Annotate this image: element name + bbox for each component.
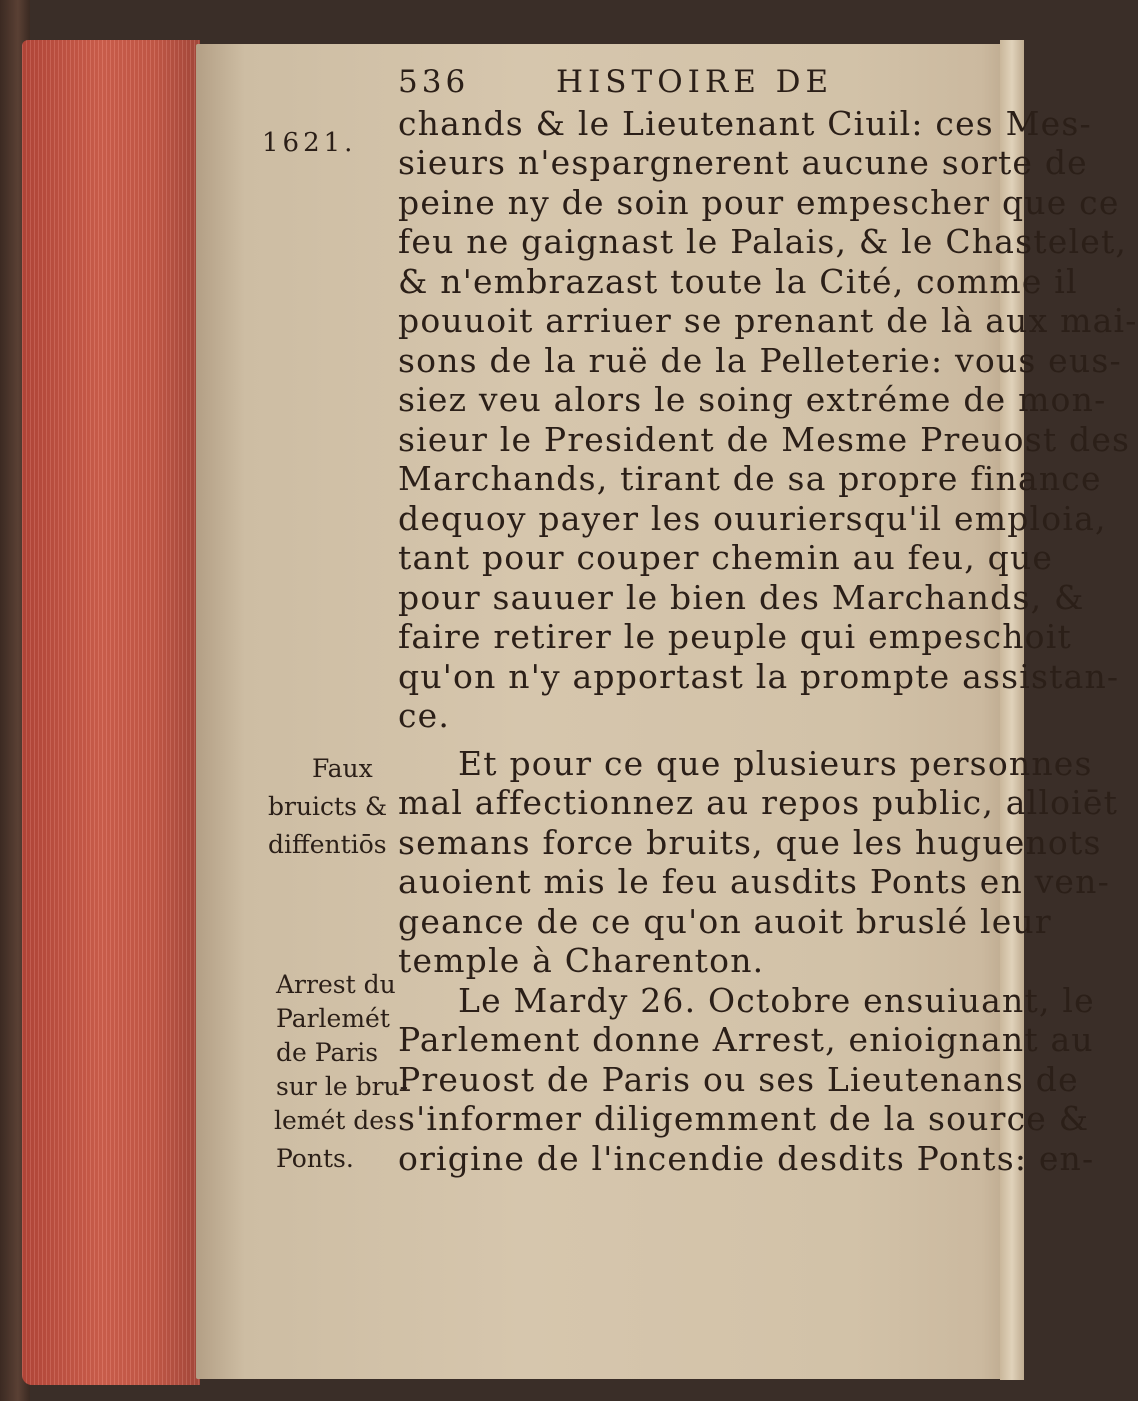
body-line: origine de l'incendie desdits Ponts: en-: [398, 1139, 1095, 1178]
body-line: faire retirer le peuple qui empeschoit: [398, 617, 1072, 656]
page-number: 536: [398, 64, 470, 100]
margin-note: Parlemét: [276, 1004, 390, 1033]
running-head: HISTOIRE DE: [556, 64, 834, 100]
margin-year: 1621.: [262, 128, 357, 158]
body-line: peine ny de soin pour empescher que ce: [398, 183, 1120, 222]
body-line: Preuost de Paris ou ses Lieutenans de: [398, 1060, 1079, 1099]
body-line: qu'on n'y apportast la prompte assistan-: [398, 657, 1120, 696]
body-line: feu ne gaignast le Palais, & le Chastelet,: [398, 222, 1128, 261]
page-edges: [22, 40, 200, 1385]
body-line: pour sauuer le bien des Marchands, &: [398, 578, 1085, 617]
body-line: siez veu alors le soing extréme de mon-: [398, 380, 1107, 419]
body-line: tant pour couper chemin au feu, que: [398, 538, 1054, 577]
body-line: sieur le President de Mesme Preuost des: [398, 420, 1131, 459]
body-line: Et pour ce que plusieurs personnes: [458, 744, 1093, 783]
margin-note: sur le bru-: [276, 1072, 409, 1101]
body-line: auoient mis le feu ausdits Ponts en ven-: [398, 862, 1110, 901]
body-line: Marchands, tirant de sa propre finance: [398, 459, 1102, 498]
body-line: & n'embrazast toute la Cité, comme il: [398, 262, 1078, 301]
body-line: dequoy payer les ouuriersqu'il emploia,: [398, 499, 1107, 538]
body-line: mal affectionnez au repos public, alloiēt: [398, 783, 1119, 822]
margin-note: Ponts.: [276, 1144, 354, 1173]
body-line: chands & le Lieutenant Ciuil: ces Mes-: [398, 104, 1092, 143]
margin-note: de Paris: [276, 1038, 379, 1067]
body-line: pouuoit arriuer se prenant de là aux mai-: [398, 301, 1138, 340]
margin-note: Arrest du: [276, 970, 396, 999]
body-line: s'informer diligemment de la source &: [398, 1099, 1090, 1138]
margin-note: diffentiōs: [268, 830, 387, 859]
body-line: Parlement donne Arrest, enioignant au: [398, 1020, 1094, 1059]
body-line: semans force bruits, que les huguenots: [398, 823, 1102, 862]
body-line: ce.: [398, 696, 451, 735]
body-line: sons de la ruë de la Pelleterie: vous eus-: [398, 341, 1122, 380]
margin-note: lemét des: [274, 1106, 397, 1135]
body-line: Le Mardy 26. Octobre ensuiuant, le: [458, 981, 1095, 1020]
body-line: sieurs n'espargnerent aucune sorte de: [398, 143, 1088, 182]
margin-note: Faux: [312, 754, 373, 783]
body-line: geance de ce qu'on auoit bruslé leur: [398, 902, 1052, 941]
body-line: temple à Charenton.: [398, 941, 765, 980]
margin-note: bruicts &: [268, 792, 388, 821]
